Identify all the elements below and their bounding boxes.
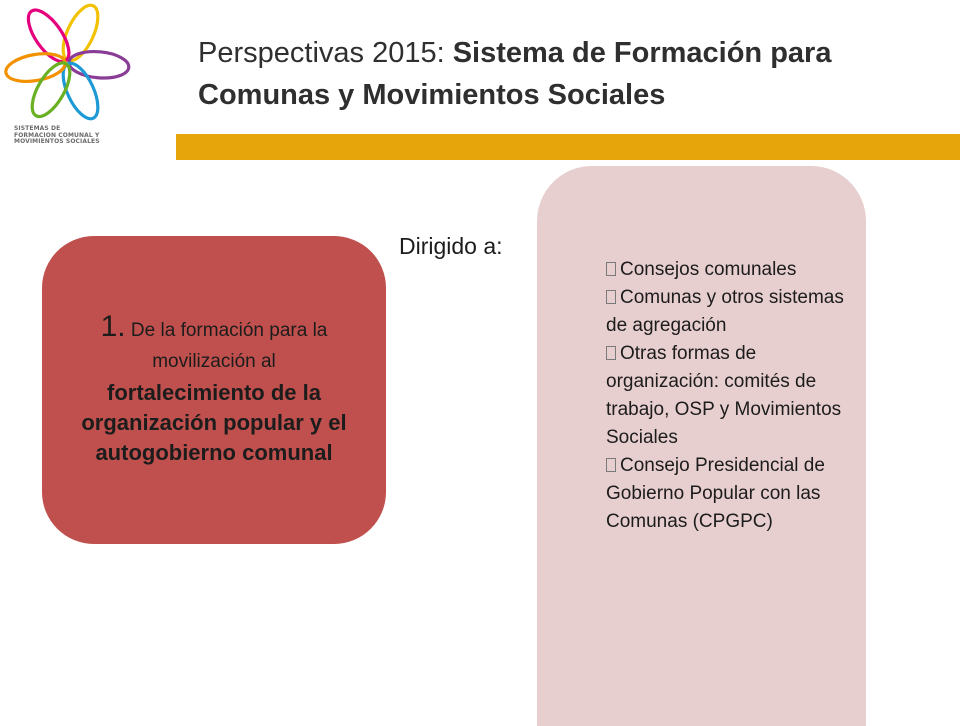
accent-bar: [176, 134, 960, 160]
list-item-text: Comunas y otros sistemas de agregación: [606, 287, 844, 336]
bullet-icon: [606, 346, 616, 360]
title-normal: Perspectivas 2015:: [198, 37, 453, 69]
list-item: [606, 452, 856, 536]
formation-intro: De la formación para la movilización al: [125, 320, 328, 372]
slide-title: [198, 32, 938, 116]
bullet-icon: [606, 262, 616, 276]
logo-line-2: FORMACION COMUNAL Y: [14, 131, 100, 139]
bullet-icon: [606, 290, 616, 304]
list-item-text: Consejo Presidencial de Gobierno Popular con las Comunas (CPGPC): [606, 455, 825, 532]
list-item-text: Consejos comunales: [620, 259, 797, 280]
logo-line-1: SISTEMAS DE: [14, 125, 61, 132]
list-item: [606, 256, 856, 284]
formation-box: [42, 236, 386, 544]
audience-list: [606, 256, 856, 536]
logo-text: [14, 126, 124, 146]
logo: [0, 0, 135, 150]
logo-line-3: MOVIMIENTOS SOCIALES: [14, 138, 100, 145]
list-item: [606, 340, 856, 452]
formation-number: 1.: [100, 310, 126, 343]
bullet-icon: [606, 458, 616, 472]
list-item: [606, 284, 856, 340]
formation-bold: fortalecimiento de la organización popular y el autogobierno comunal: [81, 380, 347, 465]
dirigido-label: Dirigido a:: [399, 233, 503, 259]
title-bold: Sistema de Formación para Comunas y Movimientos Sociales: [198, 37, 832, 111]
list-item-text: Otras formas de organización: comités de trabajo, OSP y Movimientos Sociales: [606, 343, 842, 448]
flower-logo-icon: [0, 0, 135, 130]
formation-text: [68, 312, 360, 468]
